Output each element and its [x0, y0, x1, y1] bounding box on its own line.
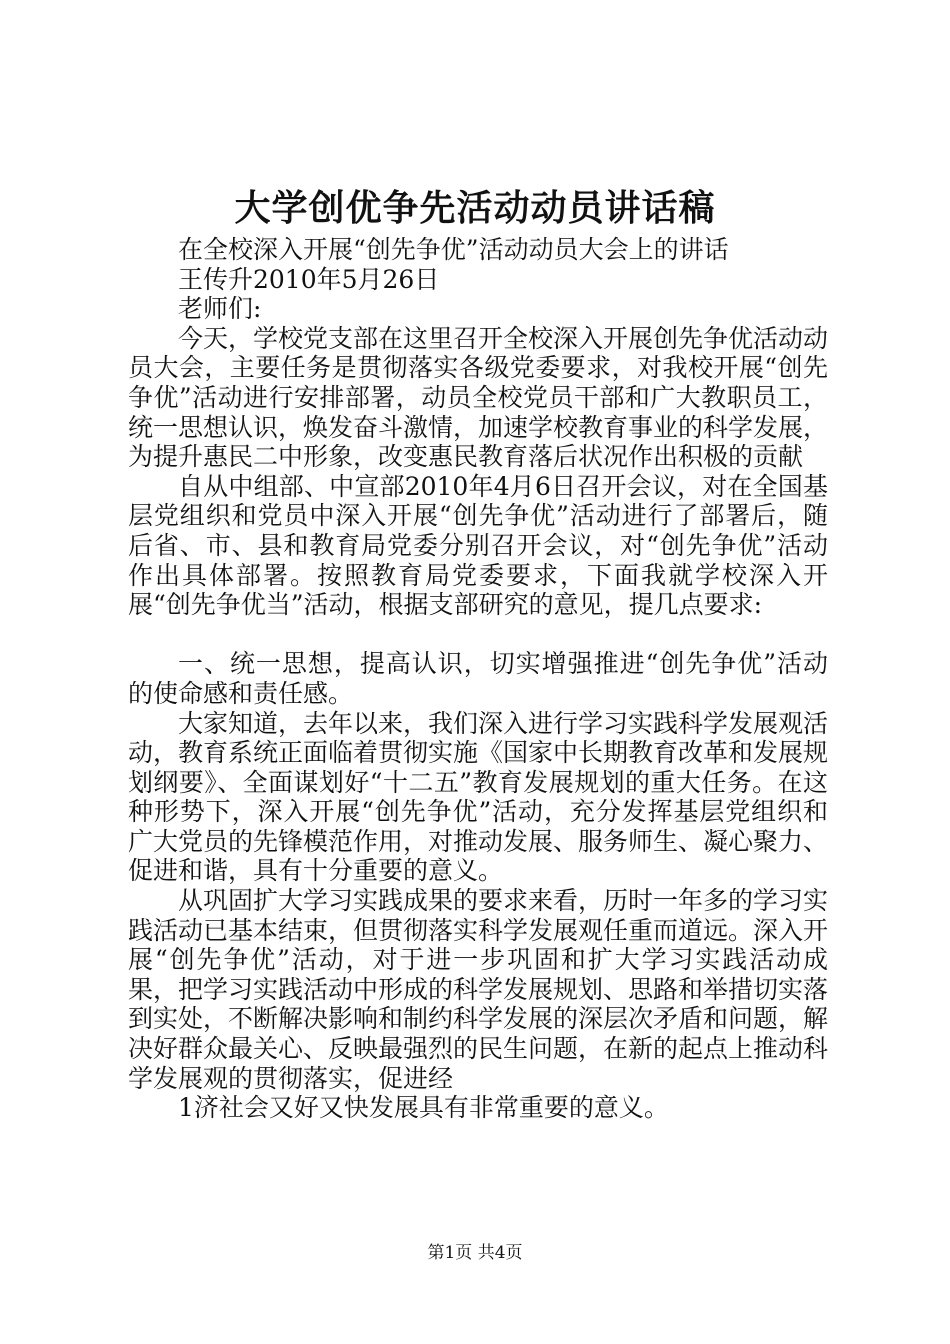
body-paragraph: 今天，学校党支部在这里召开全校深入开展创先争优活动动员大会，主要任务是贯彻落实各级党委要求，对我校开展“创先争优”活动进行安排部署，动员全校党员干部和广大教职员工，统一思想认识，焕发奋斗激情，加速学校教育事业的科学发展，为提升惠民二中形象，改变惠民教育落后状况作出积极的贡献: [128, 323, 829, 472]
body-paragraph: 大家知道，去年以来，我们深入进行学习实践科学发展观活动，教育系统正面临着贯彻实施《国家中长期教育改革和发展规划纲要》、全面谋划好“十二五”教育发展规划的重大任务。在这种形势下，深入开展“创先争优”活动，充分发挥基层党组织和广大党员的先锋模范作用，对推动发展、服务师生、凝心聚力、促进和谐，具有十分重要的意义。: [128, 708, 829, 886]
salutation-paragraph: 老师们:: [178, 294, 262, 324]
page-footer: 第1页 共4页: [427, 1243, 523, 1263]
body-paragraph: 1济社会又好又快发展具有非常重要的意义。: [178, 1093, 669, 1123]
subtitle-paragraph: 在全校深入开展“创先争优”活动动员大会上的讲话: [178, 235, 729, 264]
document-body: [128, 235, 828, 1123]
paragraph-gap: [128, 620, 828, 650]
author-date-paragraph: 王传升2010年5月26日: [178, 264, 440, 294]
body-paragraph: 从巩固扩大学习实践成果的要求来看，历时一年多的学习实践活动已基本结束，但贯彻落实科学发展观任重而道远。深入开展“创先争优”活动，对于进一步巩固和扩大学习实践活动成果，把学习实践活动中形成的科学发展规划、思路和举措切实落到实处，不断解决影响和制约科学发展的深层次矛盾和问题，解决好群众最关心、反映最强烈的民生问题，在新的起点上推动科学发展观的贯彻落实，促进经: [128, 886, 829, 1093]
document-title: 大学创优争先活动动员讲话稿: [234, 187, 716, 229]
body-paragraph: 自从中组部、中宣部2010年4月6日召开会议，对在全国基层党组织和党员中深入开展“创先争优”活动进行了部署后，随后省、市、县和教育局党委分别召开会议，对“创先争优”活动作出具体部署。按照教育局党委要求，下面我就学校深入开展“创先争优当”活动，根据支部研究的意见，提几点要求:: [128, 471, 828, 620]
section-heading: 一、统一思想，提高认识，切实增强推进“创先争优”活动的使命感和责任感。: [128, 649, 828, 708]
